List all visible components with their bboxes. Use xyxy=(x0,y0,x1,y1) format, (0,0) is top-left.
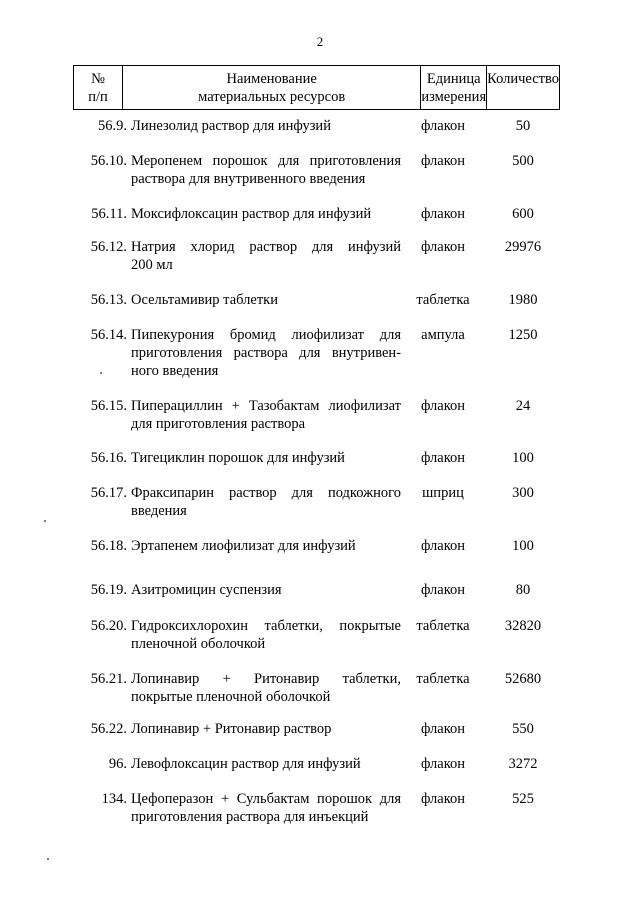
row-number: 134. xyxy=(101,791,127,807)
row-resource-name-line: Левофлоксацин раствор для инфузий xyxy=(131,756,361,772)
header-name-line2: материальных ресурсов xyxy=(198,89,346,105)
row-resource-name-line: Моксифлоксацин раствор для инфузий xyxy=(131,206,372,222)
row-number: 56.15. xyxy=(90,398,127,414)
header-quantity-label: Количество xyxy=(487,71,559,87)
header-name-line1: Наименование xyxy=(226,71,317,87)
scan-speck xyxy=(100,372,102,374)
row-quantity: 3272 xyxy=(508,756,538,772)
row-resource-name xyxy=(131,755,401,773)
row-number: 56.18. xyxy=(90,538,127,554)
row-resource-name xyxy=(131,720,401,738)
row-resource-name xyxy=(131,326,401,380)
row-unit: флакон xyxy=(420,450,466,466)
row-quantity: 24 xyxy=(515,398,531,414)
row-resource-name-line: Линезолид раствор для инфузий xyxy=(131,118,331,134)
row-resource-name-line: введения xyxy=(131,503,187,519)
header-unit-line2: измерения xyxy=(421,89,487,105)
row-quantity: 300 xyxy=(512,485,534,501)
row-resource-name xyxy=(131,205,401,223)
row-resource-name-line: пленочной оболочкой xyxy=(131,636,266,652)
row-quantity: 32820 xyxy=(504,618,542,634)
scan-speck xyxy=(44,520,46,522)
row-unit: таблетка xyxy=(416,671,470,687)
row-unit: флакон xyxy=(420,582,466,598)
row-unit: таблетка xyxy=(416,618,470,634)
row-quantity: 550 xyxy=(512,721,534,737)
row-resource-name-line: Лопинавир + Ритонавир таблетки, xyxy=(131,671,401,687)
row-resource-name xyxy=(131,670,401,706)
row-quantity: 1250 xyxy=(508,327,538,343)
row-resource-name xyxy=(131,581,401,599)
row-resource-name-line: Пипекурония бромид лиофилизат для xyxy=(131,327,401,343)
row-resource-name-line: Цефоперазон + Сульбактам порошок для xyxy=(131,791,401,807)
row-quantity: 80 xyxy=(515,582,531,598)
row-resource-name-line: Азитромицин суспензия xyxy=(131,582,282,598)
row-quantity: 29976 xyxy=(504,239,542,255)
row-resource-name xyxy=(131,397,401,433)
row-resource-name xyxy=(131,449,401,467)
row-number: 56.14. xyxy=(90,327,127,343)
row-quantity: 525 xyxy=(512,791,534,807)
row-unit: флакон xyxy=(420,538,466,554)
row-resource-name-line: Гидроксихлорохин таблетки, покрытые xyxy=(131,618,401,634)
row-resource-name-line: Пиперациллин + Тазобактам лиофилизат xyxy=(131,398,401,414)
row-number: 56.21. xyxy=(90,671,127,687)
row-resource-name-line: приготовления раствора для инъекций xyxy=(131,809,369,825)
row-resource-name-line: Осельтамивир таблетки xyxy=(131,292,278,308)
row-unit: ампула xyxy=(421,327,465,343)
header-name-column xyxy=(122,66,420,109)
header-unit-line1: Единица xyxy=(426,71,481,87)
row-quantity: 100 xyxy=(512,450,534,466)
row-number: 56.20. xyxy=(90,618,127,634)
row-unit: флакон xyxy=(420,206,466,222)
row-unit: флакон xyxy=(420,239,466,255)
row-unit: флакон xyxy=(420,721,466,737)
row-quantity: 50 xyxy=(515,118,531,134)
row-resource-name xyxy=(131,152,401,188)
row-number: 56.9. xyxy=(98,118,127,134)
row-number: 56.11. xyxy=(91,206,127,222)
row-unit: флакон xyxy=(420,153,466,169)
row-resource-name-line: покрытые пленочной оболочкой xyxy=(131,689,331,705)
row-resource-name-line: для приготовления раствора xyxy=(131,416,305,432)
row-quantity: 600 xyxy=(512,206,534,222)
row-resource-name xyxy=(131,117,401,135)
row-quantity: 500 xyxy=(512,153,534,169)
row-number: 56.10. xyxy=(90,153,127,169)
header-quantity-column xyxy=(486,66,559,109)
row-resource-name xyxy=(131,790,401,826)
row-number: 56.19. xyxy=(90,582,127,598)
row-resource-name-line: ного введения xyxy=(131,363,219,379)
row-quantity: 100 xyxy=(512,538,534,554)
row-number: 56.17. xyxy=(90,485,127,501)
row-number: 56.12. xyxy=(90,239,127,255)
row-resource-name-line: раствора для внутривенного введения xyxy=(131,171,366,187)
row-unit: флакон xyxy=(420,118,466,134)
row-unit: таблетка xyxy=(416,292,470,308)
scan-speck xyxy=(47,858,49,860)
row-number: 56.22. xyxy=(90,721,127,737)
row-quantity: 52680 xyxy=(504,671,542,687)
row-unit: шприц xyxy=(422,485,464,501)
row-unit: флакон xyxy=(420,398,466,414)
row-resource-name-line: приготовления раствора для внутривен- xyxy=(131,345,401,361)
header-number-line1: № xyxy=(91,71,105,87)
header-unit-column xyxy=(420,66,486,109)
page-number: 2 xyxy=(316,34,324,49)
row-resource-name xyxy=(131,238,401,274)
row-quantity: 1980 xyxy=(508,292,538,308)
header-number-line2: п/п xyxy=(88,89,108,105)
row-number: 96. xyxy=(108,756,127,772)
row-resource-name xyxy=(131,537,401,555)
row-resource-name xyxy=(131,291,401,309)
row-resource-name xyxy=(131,484,401,520)
row-resource-name xyxy=(131,617,401,653)
row-resource-name-line: Лопинавир + Ритонавир раствор xyxy=(131,721,332,737)
row-resource-name-line: Меропенем порошок для приготовления xyxy=(131,153,401,169)
row-resource-name-line: Эртапенем лиофилизат для инфузий xyxy=(131,538,356,554)
row-resource-name-line: Тигециклин порошок для инфузий xyxy=(131,450,345,466)
row-resource-name-line: 200 мл xyxy=(131,257,173,273)
row-number: 56.13. xyxy=(90,292,127,308)
row-resource-name-line: Фраксипарин раствор для подкожного xyxy=(131,485,401,501)
row-number: 56.16. xyxy=(90,450,127,466)
row-unit: флакон xyxy=(420,756,466,772)
table-header xyxy=(73,65,560,110)
row-unit: флакон xyxy=(420,791,466,807)
header-number-column xyxy=(74,66,122,109)
row-resource-name-line: Натрия хлорид раствор для инфузий xyxy=(131,239,401,255)
